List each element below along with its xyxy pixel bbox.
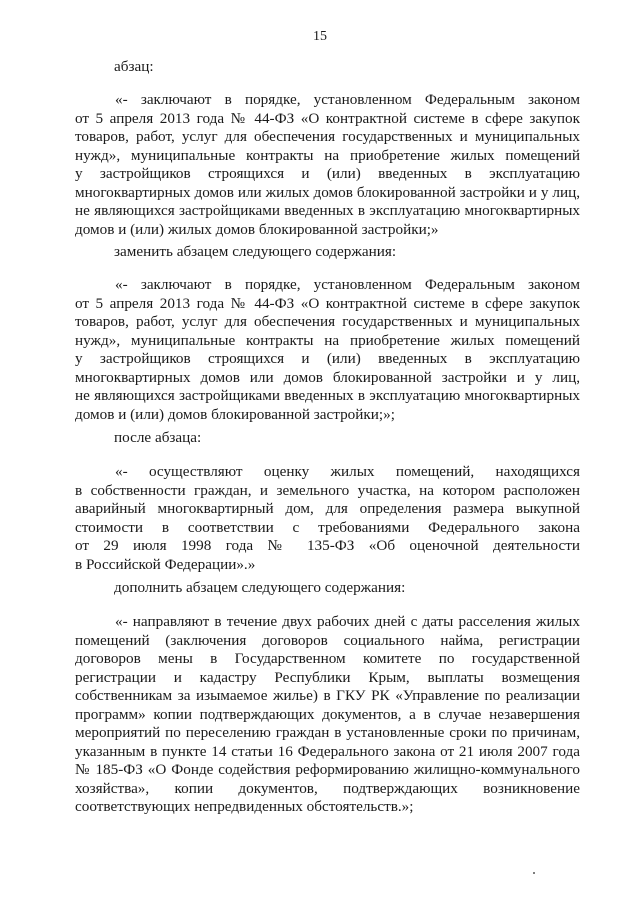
text-line: товаров, работ, услуг для обеспечения государственных и муниципальных — [75, 313, 580, 330]
text-line: в собственности граждан, и земельного участка, на котором расположен — [75, 481, 580, 499]
paragraph-lead-after: после абзаца: — [114, 429, 202, 446]
paragraph-supplement-text — [75, 613, 580, 817]
page-number: 15 — [313, 29, 327, 44]
paragraph-new-text — [75, 276, 580, 424]
paragraph-old-text — [75, 91, 580, 239]
text-line: № 185-ФЗ «О Фонде содействия реформированию жилищно-коммунального — [75, 761, 580, 778]
text-line: от 5 апреля 2013 года № 44-ФЗ «О контрактной системе в сфере закупок — [75, 109, 580, 127]
text-line: не являющихся застройщиками введенных в эксплуатацию многоквартирных — [75, 202, 580, 219]
scan-speck — [533, 872, 535, 874]
text-line: нужд», муниципальные контракты на приобретение жилых помещений — [75, 331, 580, 349]
text-line: собственникам за изымаемое жилье) в ГКУ РК «Управление по реализации — [75, 687, 580, 704]
paragraph-lead-supplement: дополнить абзацем следующего содержания: — [114, 579, 406, 596]
text-line: программ» копии подтверждающих документов, а в случае незавершения — [75, 705, 580, 723]
text-line: многоквартирных домов или домов блокированной застройки и у лиц, — [75, 368, 580, 386]
text-line: регистрации и кадастру Республики Крым, выплаты возмещения — [75, 668, 580, 686]
text-line: у застройщиков строящихся и (или) введенных в эксплуатацию — [75, 165, 580, 182]
text-line: договоров мены в Государственном комитете по государственной — [75, 650, 580, 667]
text-line: многоквартирных домов или жилых домов блокированной застройки и у лиц, — [75, 183, 580, 201]
text-line: «- заключают в порядке, установленном Федеральным законом — [115, 91, 580, 108]
text-line: от 29 июля 1998 года № 135-ФЗ «Об оценочной деятельности — [75, 537, 580, 554]
text-line: домов и (или) жилых домов блокированной застройки;» — [75, 220, 439, 238]
text-line: мероприятий по переселению граждан в установленные сроки по причинам, — [75, 724, 580, 741]
text-line: от 5 апреля 2013 года № 44-ФЗ «О контрактной системе в сфере закупок — [75, 294, 580, 312]
text-line: в Российской Федерации».» — [75, 555, 256, 573]
text-line: «- направляют в течение двух рабочих дней с даты расселения жилых — [115, 613, 580, 630]
text-line: стоимости в соответствии с требованиями Федерального закона — [75, 518, 580, 536]
text-line: товаров, работ, услуг для обеспечения государственных и муниципальных — [75, 128, 580, 145]
text-line: «- заключают в порядке, установленном Федеральным законом — [115, 276, 580, 293]
text-line: указанным в пункте 14 статьи 16 Федерального закона от 21 июля 2007 года — [75, 742, 580, 760]
text-line: нужд», муниципальные контракты на приобретение жилых помещений — [75, 146, 580, 164]
text-line: у застройщиков строящихся и (или) введенных в эксплуатацию — [75, 350, 580, 367]
text-line: домов и (или) домов блокированной застройки;»; — [75, 405, 395, 423]
paragraph-valuation-text — [75, 463, 580, 574]
paragraph-lead-replace: заменить абзацем следующего содержания: — [114, 243, 397, 260]
text-line: «- осуществляют оценку жилых помещений, находящихся — [115, 463, 580, 480]
text-line: аварийный многоквартирный дом, для определения размера выкупной — [75, 500, 580, 517]
text-line: хозяйства», копии документов, подтверждающих возникновение — [75, 779, 580, 797]
paragraph-lead-abzac: абзац: — [114, 58, 154, 75]
text-line: помещений (заключения договоров социального найма, регистрации — [75, 631, 580, 649]
text-line: не являющихся застройщиками введенных в эксплуатацию многоквартирных — [75, 387, 580, 404]
text-line: соответствующих непредвиденных обстоятельств.»; — [75, 798, 414, 815]
